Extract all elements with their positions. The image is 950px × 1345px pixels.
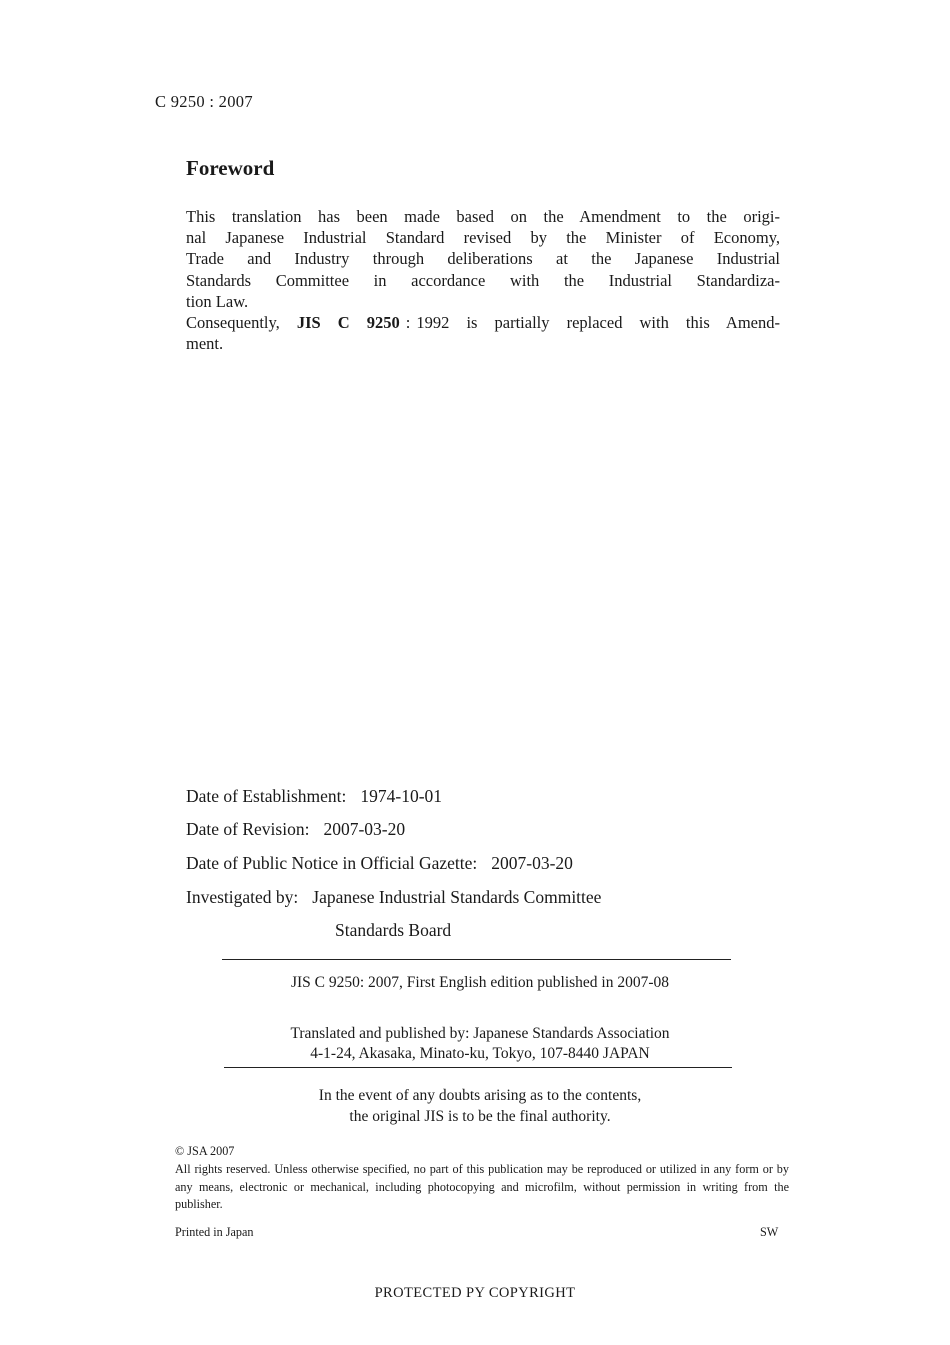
address-line: 4-1-24, Akasaka, Minato-ku, Tokyo, 107-8440 JAPAN <box>310 1045 650 1062</box>
edition-line: JIS C 9250: 2007, First English edition published in 2007-08 <box>290 974 670 991</box>
date-establishment <box>186 786 442 807</box>
foreword-line: ment. <box>186 334 224 354</box>
foreword-line: Standards Committee in accordance with the Industrial Standardiza- <box>186 270 780 290</box>
date-revision <box>186 819 405 840</box>
rights-text: All rights reserved. Unless otherwise specified, no part of this publication may be reproduced or utilized in any form or by any means, electronic or mechanical, including photocopying and microfilm, without permission in writing from the publisher. <box>175 1162 789 1211</box>
foreword-line: Trade and Industry through deliberations at the Japanese Industrial <box>186 249 780 269</box>
date-establishment-value: 1974-10-01 <box>360 786 443 806</box>
foreword-title: Foreword <box>186 156 275 180</box>
investigated-by-value: Japanese Industrial Standards Committee <box>312 887 602 907</box>
publisher-line: Translated and published by: Japanese Standards Association <box>290 1025 670 1042</box>
foreword-body <box>186 206 780 354</box>
date-public-notice-label: Date of Public Notice in Official Gazette: <box>186 853 478 873</box>
foreword-line: tion Law. <box>186 291 249 311</box>
date-establishment-label: Date of Establishment: <box>186 786 347 806</box>
authority-line-2: the original JIS is to be the final authority. <box>349 1108 611 1125</box>
ref-separator: : <box>405 313 411 333</box>
printed-in: Printed in Japan <box>175 1225 254 1239</box>
referenced-standard: JIS C 9250 <box>296 313 400 333</box>
date-revision-label: Date of Revision: <box>186 819 310 839</box>
foreword-consequently-line <box>186 312 780 333</box>
date-public-notice <box>186 853 573 874</box>
consequently-prefix: Consequently, <box>186 313 280 333</box>
authority-line-1: In the event of any doubts arising as to the contents, <box>318 1087 642 1104</box>
date-public-notice-value: 2007-03-20 <box>491 853 573 873</box>
standard-number: C 9250 : 2007 <box>155 92 253 111</box>
divider-bottom <box>224 1067 732 1068</box>
foreword-line: nal Japanese Industrial Standard revised by the Minister of Economy, <box>186 228 780 248</box>
copyright-holder: © JSA 2007 <box>175 1144 235 1158</box>
investigated-by <box>186 887 601 908</box>
investigated-by-label: Investigated by: <box>186 887 299 907</box>
divider-top <box>222 959 731 960</box>
printer-code: SW <box>760 1225 779 1239</box>
investigated-by-board: Standards Board <box>335 920 452 940</box>
foreword-line: This translation has been made based on the Amendment to the origi- <box>186 207 780 226</box>
date-revision-value: 2007-03-20 <box>323 819 406 839</box>
protected-notice: PROTECTED PY COPYRIGHT <box>374 1285 576 1301</box>
ref-year-suffix: 1992 is partially replaced with this Amend- <box>416 313 780 333</box>
